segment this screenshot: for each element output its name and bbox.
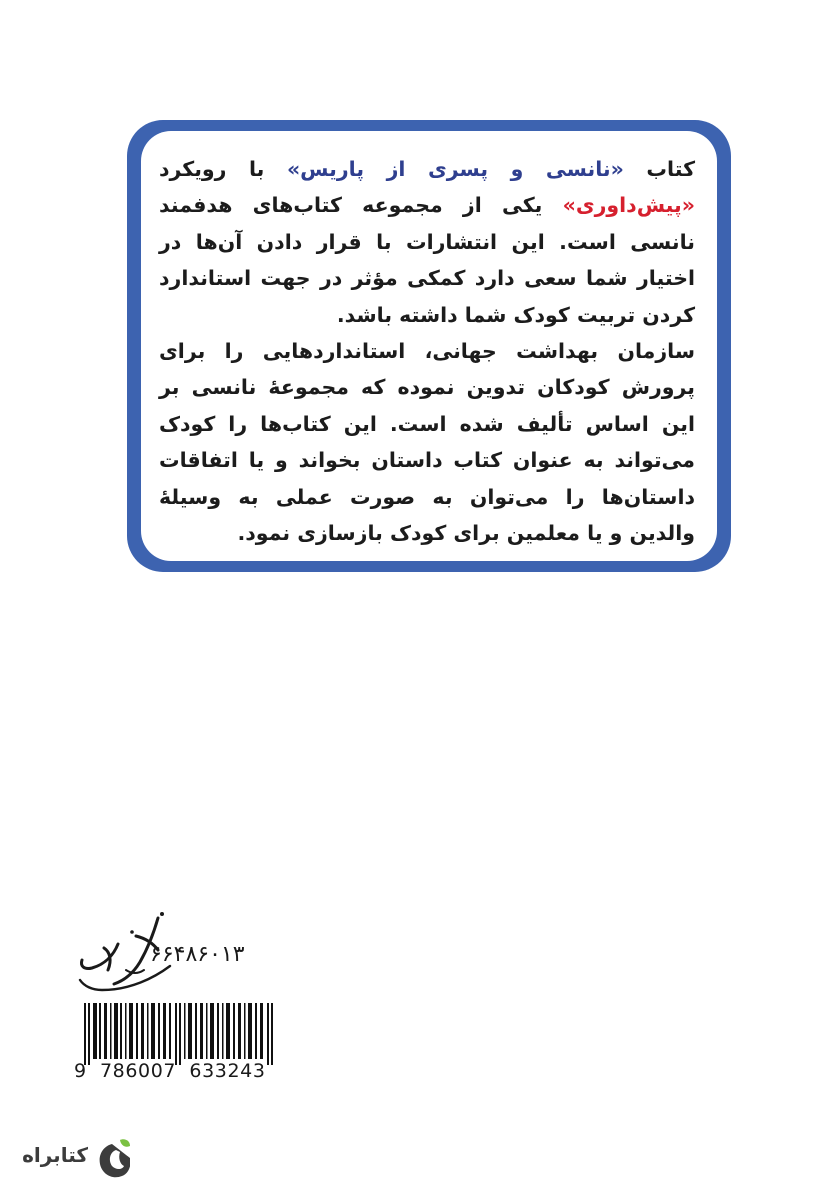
book-title: «نانسی و پسری از پاریس» [286,157,624,181]
isbn-digits: 9 786007 633243 [74,1060,266,1082]
blurb-prefix: کتاب [623,157,695,181]
publisher-phone: ۶۶۴۸۶۰۱۳ [150,942,245,967]
ketabrah-watermark-label: کتابراه [22,1143,88,1167]
blurb-paragraph-2: سازمان بهداشت جهانی، استانداردهایی را برای پرورش کودکان تدوین نموده که مجموعهٔ نانسی بر این اساس تألیف شده است. این کتاب‌ها را کودک می‌تواند به عنوان کتاب داستان بخواند و یا اتفاقات داستان‌ها را می‌توان به صورت عملی به وسیلهٔ والدین و یا معلمین برای کودک بازسازی نمود. [159,339,695,546]
blurb-body-1: یکی از مجموعه کتاب‌های هدفمند نانسی است. این انتشارات با قرار دادن آن‌ها در اختیار شما سعی دارد کمکی مؤثر در جهت استاندارد کردن تربیت کودک شما داشته باشد. [159,193,695,327]
blurb-paragraph-1 [159,151,695,333]
blurb-frame [127,120,731,572]
blurb-middle: با رویکرد [159,157,287,181]
isbn-barcode [84,1003,274,1065]
approach-label: «پیش‌داوری» [562,193,695,218]
blurb-card [141,131,717,561]
